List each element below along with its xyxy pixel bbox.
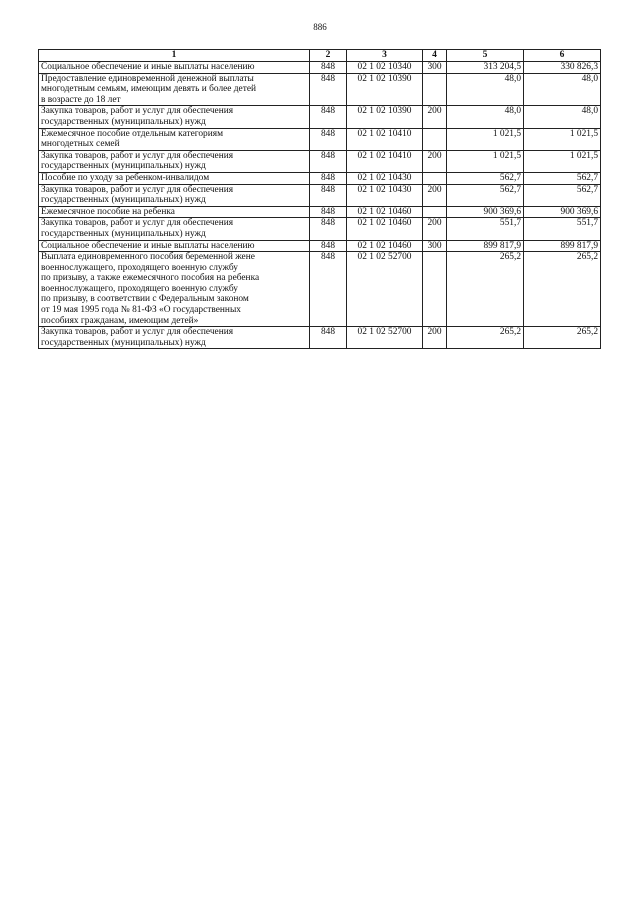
- description-line: по призыву, в соответствии с Федеральным законом: [41, 294, 249, 305]
- row-expense-type: 200: [423, 327, 447, 349]
- description-line: Закупка товаров, работ и услуг для обеспечения: [41, 218, 234, 229]
- row-department-code: 848: [310, 327, 347, 349]
- page-number: 886: [313, 22, 327, 32]
- row-description: [39, 206, 310, 218]
- description-line: Закупка товаров, работ и услуг для обеспечения: [41, 184, 234, 195]
- header-col-5: 5: [447, 50, 524, 62]
- row-department-code: 848: [310, 252, 347, 327]
- table-row: [39, 184, 601, 206]
- header-col-3: 3: [347, 50, 423, 62]
- row-amount-year-2: 899 817,9: [524, 240, 601, 252]
- row-target-article: 02 1 02 10390: [347, 106, 423, 128]
- header-col-6: 6: [524, 50, 601, 62]
- row-amount-year-1: 265,2: [447, 327, 524, 349]
- row-expense-type: 300: [423, 62, 447, 74]
- row-expense-type: [423, 73, 447, 106]
- header-col-4: 4: [423, 50, 447, 62]
- row-amount-year-1: 48,0: [447, 73, 524, 106]
- row-target-article: 02 1 02 10340: [347, 62, 423, 74]
- table-body: [39, 62, 601, 349]
- row-amount-year-1: 48,0: [447, 106, 524, 128]
- description-line: государственных (муниципальных) нужд: [41, 337, 206, 348]
- row-amount-year-2: 551,7: [524, 218, 601, 240]
- row-description: [39, 252, 310, 327]
- row-target-article: 02 1 02 10410: [347, 128, 423, 150]
- row-amount-year-1: 551,7: [447, 218, 524, 240]
- table-row: [39, 128, 601, 150]
- row-amount-year-1: 562,7: [447, 184, 524, 206]
- row-description: [39, 128, 310, 150]
- row-expense-type: 200: [423, 184, 447, 206]
- description-line: Выплата единовременного пособия беременной жене: [41, 252, 255, 263]
- description-line: многодетным семьям, имеющим девять и более детей: [41, 84, 256, 95]
- description-line: государственных (муниципальных) нужд: [41, 228, 206, 239]
- table-row: [39, 206, 601, 218]
- row-amount-year-2: 562,7: [524, 172, 601, 184]
- row-target-article: 02 1 02 10430: [347, 172, 423, 184]
- description-line: военнослужащего, проходящего военную службу: [41, 262, 238, 273]
- row-department-code: 848: [310, 150, 347, 172]
- row-amount-year-2: 330 826,3: [524, 62, 601, 74]
- row-description: [39, 172, 310, 184]
- row-amount-year-2: 265,2: [524, 327, 601, 349]
- description-line: Закупка товаров, работ и услуг для обеспечения: [41, 150, 234, 161]
- row-expense-type: [423, 252, 447, 327]
- row-amount-year-2: 48,0: [524, 106, 601, 128]
- table-row: [39, 73, 601, 106]
- row-target-article: 02 1 02 52700: [347, 252, 423, 327]
- row-description: [39, 240, 310, 252]
- description-line: в возрасте до 18 лет: [41, 94, 121, 105]
- row-description: [39, 106, 310, 128]
- header-col-1: 1: [39, 50, 310, 62]
- row-target-article: 02 1 02 10460: [347, 240, 423, 252]
- row-department-code: 848: [310, 62, 347, 74]
- header-col-2: 2: [310, 50, 347, 62]
- table-header-row: [39, 50, 601, 62]
- row-amount-year-2: 562,7: [524, 184, 601, 206]
- row-department-code: 848: [310, 73, 347, 106]
- row-department-code: 848: [310, 106, 347, 128]
- row-amount-year-2: 265,2: [524, 252, 601, 327]
- table-row: [39, 62, 601, 74]
- description-line: многодетных семей: [41, 139, 120, 150]
- row-amount-year-2: 1 021,5: [524, 128, 601, 150]
- description-line: Закупка товаров, работ и услуг для обеспечения: [41, 106, 234, 117]
- row-expense-type: 200: [423, 106, 447, 128]
- table-row: [39, 172, 601, 184]
- row-description: [39, 184, 310, 206]
- row-department-code: 848: [310, 172, 347, 184]
- row-target-article: 02 1 02 10460: [347, 206, 423, 218]
- table-row: [39, 150, 601, 172]
- row-description: [39, 150, 310, 172]
- description-line: Пособие по уходу за ребенком-инвалидом: [41, 172, 210, 183]
- row-expense-type: [423, 206, 447, 218]
- row-target-article: 02 1 02 10410: [347, 150, 423, 172]
- row-amount-year-1: 313 204,5: [447, 62, 524, 74]
- description-line: государственных (муниципальных) нужд: [41, 195, 206, 206]
- row-department-code: 848: [310, 184, 347, 206]
- row-amount-year-2: 48,0: [524, 73, 601, 106]
- description-line: пособиях гражданам, имеющим детей»: [41, 315, 199, 326]
- table-row: [39, 252, 601, 327]
- description-line: Закупка товаров, работ и услуг для обеспечения: [41, 327, 234, 338]
- row-amount-year-1: 1 021,5: [447, 150, 524, 172]
- description-line: Социальное обеспечение и иные выплаты населению: [41, 240, 255, 251]
- table-row: [39, 106, 601, 128]
- description-line: Ежемесячное пособие на ребенка: [41, 206, 175, 217]
- row-amount-year-2: 1 021,5: [524, 150, 601, 172]
- row-expense-type: 300: [423, 240, 447, 252]
- row-department-code: 848: [310, 240, 347, 252]
- description-line: государственных (муниципальных) нужд: [41, 116, 206, 127]
- row-amount-year-1: 899 817,9: [447, 240, 524, 252]
- description-line: Предоставление единовременной денежной выплаты: [41, 73, 254, 84]
- description-line: Социальное обеспечение и иные выплаты населению: [41, 62, 255, 72]
- row-amount-year-1: 562,7: [447, 172, 524, 184]
- row-target-article: 02 1 02 10430: [347, 184, 423, 206]
- row-target-article: 02 1 02 10460: [347, 218, 423, 240]
- description-line: государственных (муниципальных) нужд: [41, 161, 206, 172]
- table-row: [39, 218, 601, 240]
- budget-table: [38, 49, 601, 349]
- description-line: от 19 мая 1995 года № 81-ФЗ «О государственных: [41, 305, 241, 316]
- table-row: [39, 327, 601, 349]
- row-amount-year-1: 900 369,6: [447, 206, 524, 218]
- row-department-code: 848: [310, 218, 347, 240]
- row-description: [39, 327, 310, 349]
- row-amount-year-1: 265,2: [447, 252, 524, 327]
- row-description: [39, 62, 310, 74]
- row-department-code: 848: [310, 206, 347, 218]
- row-expense-type: [423, 172, 447, 184]
- row-target-article: 02 1 02 10390: [347, 73, 423, 106]
- description-line: Ежемесячное пособие отдельным категориям: [41, 128, 224, 139]
- row-expense-type: 200: [423, 150, 447, 172]
- description-line: военнослужащего, проходящего военную службу: [41, 283, 238, 294]
- row-expense-type: [423, 128, 447, 150]
- row-description: [39, 73, 310, 106]
- description-line: по призыву, а также ежемесячного пособия на ребенка: [41, 273, 260, 284]
- row-amount-year-2: 900 369,6: [524, 206, 601, 218]
- row-expense-type: 200: [423, 218, 447, 240]
- table-row: [39, 240, 601, 252]
- row-target-article: 02 1 02 52700: [347, 327, 423, 349]
- row-description: [39, 218, 310, 240]
- row-amount-year-1: 1 021,5: [447, 128, 524, 150]
- row-department-code: 848: [310, 128, 347, 150]
